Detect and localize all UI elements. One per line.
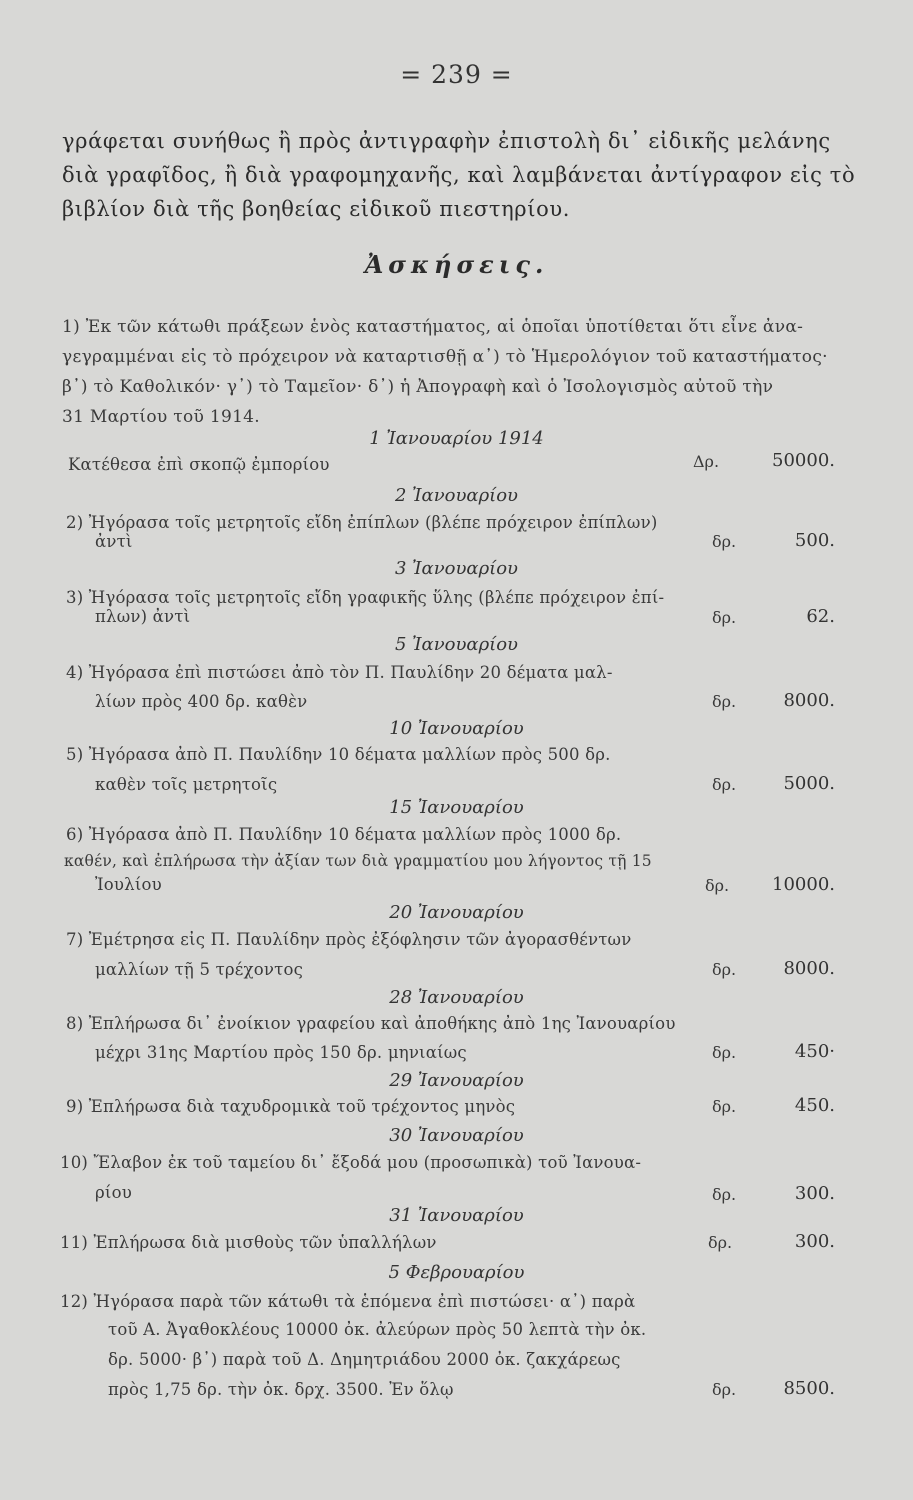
entry-amount: 300. bbox=[794, 1231, 835, 1252]
entry-text: 9) Ἐπλήρωσα διὰ ταχυδρομικὰ τοῦ τρέχοντος μηνὸς bbox=[66, 1097, 516, 1116]
entry-amount: 50000. bbox=[772, 450, 835, 471]
task-line: β᾽) τὸ Καθολικόν· γ᾽) τὸ Ταμεῖον· δ᾽) ἡ Ἀπογραφὴ καὶ ὁ Ἰσολογισμὸς αὐτοῦ τὴν bbox=[62, 377, 774, 397]
entry-text: δρ. 5000· β᾽) παρὰ τοῦ Δ. Δημητριάδου 2000 ὀκ. ζακχάρεως bbox=[108, 1350, 621, 1369]
entry-amount: 450· bbox=[794, 1041, 835, 1062]
entry-text: καθὲν τοῖς μετρητοῖς bbox=[95, 775, 278, 794]
entry-text: Κατέθεσα ἐπὶ σκοπῷ ἐμπορίου bbox=[68, 455, 330, 474]
entry-date: 3 Ἰανουαρίου bbox=[394, 558, 518, 579]
currency-label: δρ. bbox=[708, 1233, 733, 1252]
currency-label: δρ. bbox=[712, 1043, 737, 1062]
entry-amount: 300. bbox=[794, 1183, 835, 1204]
entry-text: μέχρι 31ης Μαρτίου πρὸς 150 δρ. μηνιαίως bbox=[95, 1043, 467, 1062]
currency-label: δρ. bbox=[712, 1380, 737, 1399]
entry-amount: 8000. bbox=[783, 690, 835, 711]
currency-label: Δρ. bbox=[693, 452, 720, 471]
entry-text: 3) Ἠγόρασα τοῖς μετρητοῖς εἴδη γραφικῆς ὕλης (βλέπε πρόχειρον ἐπί- bbox=[66, 588, 665, 607]
entry-text: μαλλίων τῇ 5 τρέχοντος bbox=[95, 960, 304, 979]
entry-amount: 10000. bbox=[772, 874, 835, 895]
currency-label: δρ. bbox=[712, 608, 737, 627]
entry-date: 29 Ἰανουαρίου bbox=[389, 1070, 524, 1091]
intro-paragraph bbox=[62, 124, 856, 226]
entry-text: 12) Ἠγόρασα παρὰ τῶν κάτωθι τὰ ἑπόμενα ἐπὶ πιστώσει· α᾽) παρὰ bbox=[60, 1292, 636, 1311]
entry-text: 7) Ἐμέτρησα εἰς Π. Παυλίδην πρὸς ἐξόφλησιν τῶν ἀγορασθέντων bbox=[66, 930, 632, 949]
entry-date: 2 Ἰανουαρίου bbox=[394, 485, 518, 506]
entry-amount: 8500. bbox=[783, 1378, 835, 1399]
currency-label: δρ. bbox=[712, 532, 737, 551]
entry-amount: 500. bbox=[794, 530, 835, 551]
task-line: 1) Ἐκ τῶν κάτωθι πράξεων ἑνὸς καταστήματος, αἱ ὁποῖαι ὑποτίθεται ὅτι εἶνε ἀνα- bbox=[62, 317, 804, 337]
entry-date: 10 Ἰανουαρίου bbox=[389, 718, 524, 739]
entry-text: 4) Ἠγόρασα ἐπὶ πιστώσει ἀπὸ τὸν Π. Παυλίδην 20 δέματα μαλ- bbox=[66, 663, 613, 682]
currency-label: δρ. bbox=[712, 692, 737, 711]
section-heading: Ἀσκήσεις. bbox=[364, 250, 549, 279]
entry-date: 30 Ἰανουαρίου bbox=[389, 1125, 524, 1146]
entry-date: 5 Ἰανουαρίου bbox=[394, 634, 518, 655]
entry-text: 8) Ἐπλήρωσα δι᾽ ἐνοίκιον γραφείου καὶ ἀποθήκης ἀπὸ 1ης Ἰανουαρίου bbox=[66, 1014, 676, 1033]
entry-text: Ἰουλίου bbox=[95, 875, 162, 894]
entry-text: πλων) ἀντὶ bbox=[95, 607, 191, 626]
entry-text: 5) Ἠγόρασα ἀπὸ Π. Παυλίδην 10 δέματα μαλλίων πρὸς 500 δρ. bbox=[66, 745, 611, 764]
entry-amount: 5000. bbox=[783, 773, 835, 794]
entry-text: πρὸς 1,75 δρ. τὴν ὀκ. δρχ. 3500. Ἐν ὅλῳ bbox=[108, 1380, 454, 1399]
entry-amount: 8000. bbox=[783, 958, 835, 979]
entry-text: 10) Ἔλαβον ἐκ τοῦ ταμείου δι᾽ ἔξοδά μου (προσωπικὰ) τοῦ Ἰανουα- bbox=[60, 1153, 642, 1172]
entry-text: λίων πρὸς 400 δρ. καθὲν bbox=[95, 692, 308, 711]
entry-date: 15 Ἰανουαρίου bbox=[389, 797, 524, 818]
entry-text: 2) Ἠγόρασα τοῖς μετρητοῖς εἴδη ἐπίπλων (βλέπε πρόχειρον ἐπίπλων) bbox=[66, 513, 658, 532]
entry-text: ρίου bbox=[95, 1183, 132, 1202]
currency-label: δρ. bbox=[712, 775, 737, 794]
currency-label: δρ. bbox=[712, 1185, 737, 1204]
entry-text: 11) Ἐπλήρωσα διὰ μισθοὺς τῶν ὑπαλλήλων bbox=[60, 1233, 437, 1252]
entry-amount: 62. bbox=[806, 606, 835, 627]
task-line: γεγραμμέναι εἰς τὸ πρόχειρον νὰ καταρτισθῇ α᾽) τὸ Ἡμερολόγιον τοῦ καταστήματος· bbox=[62, 347, 828, 367]
entry-amount: 450. bbox=[794, 1095, 835, 1116]
intro-line: βιβλίον διὰ τῆς βοηθείας εἰδικοῦ πιεστηρίου. bbox=[62, 197, 570, 221]
entry-date: 28 Ἰανουαρίου bbox=[389, 987, 524, 1008]
entry-date: 5 Φεβρουαρίου bbox=[388, 1262, 525, 1283]
entry-text: 6) Ἠγόρασα ἀπὸ Π. Παυλίδην 10 δέματα μαλλίων πρὸς 1000 δρ. bbox=[66, 825, 622, 844]
task-line: 31 Μαρτίου τοῦ 1914. bbox=[62, 407, 261, 427]
entry-text: τοῦ Α. Ἀγαθοκλέους 10000 ὀκ. ἀλεύρων πρὸς 50 λεπτὰ τὴν ὀκ. bbox=[108, 1320, 647, 1339]
entry-text: ἀντὶ bbox=[95, 532, 133, 551]
intro-line: γράφεται συνήθως ἢ πρὸς ἀντιγραφὴν ἐπιστολὴ δι᾽ εἰδικῆς μελάνης bbox=[62, 129, 831, 153]
entry-date: 20 Ἰανουαρίου bbox=[389, 902, 524, 923]
entry-date: 1 Ἰανουαρίου 1914 bbox=[369, 428, 544, 449]
currency-label: δρ. bbox=[712, 1097, 737, 1116]
intro-line: διὰ γραφῖδος, ἢ διὰ γραφομηχανῆς, καὶ λαμβάνεται ἀντίγραφον εἰς τὸ bbox=[62, 163, 856, 187]
currency-label: δρ. bbox=[712, 960, 737, 979]
entry-date: 31 Ἰανουαρίου bbox=[389, 1205, 524, 1226]
entry-text: καθέν, καὶ ἐπλήρωσα τὴν ἀξίαν των διὰ γραμματίου μου λήγοντος τῇ 15 bbox=[64, 852, 652, 870]
page-number: = 239 = bbox=[400, 60, 513, 89]
currency-label: δρ. bbox=[705, 876, 730, 895]
exercise-intro bbox=[62, 312, 852, 432]
